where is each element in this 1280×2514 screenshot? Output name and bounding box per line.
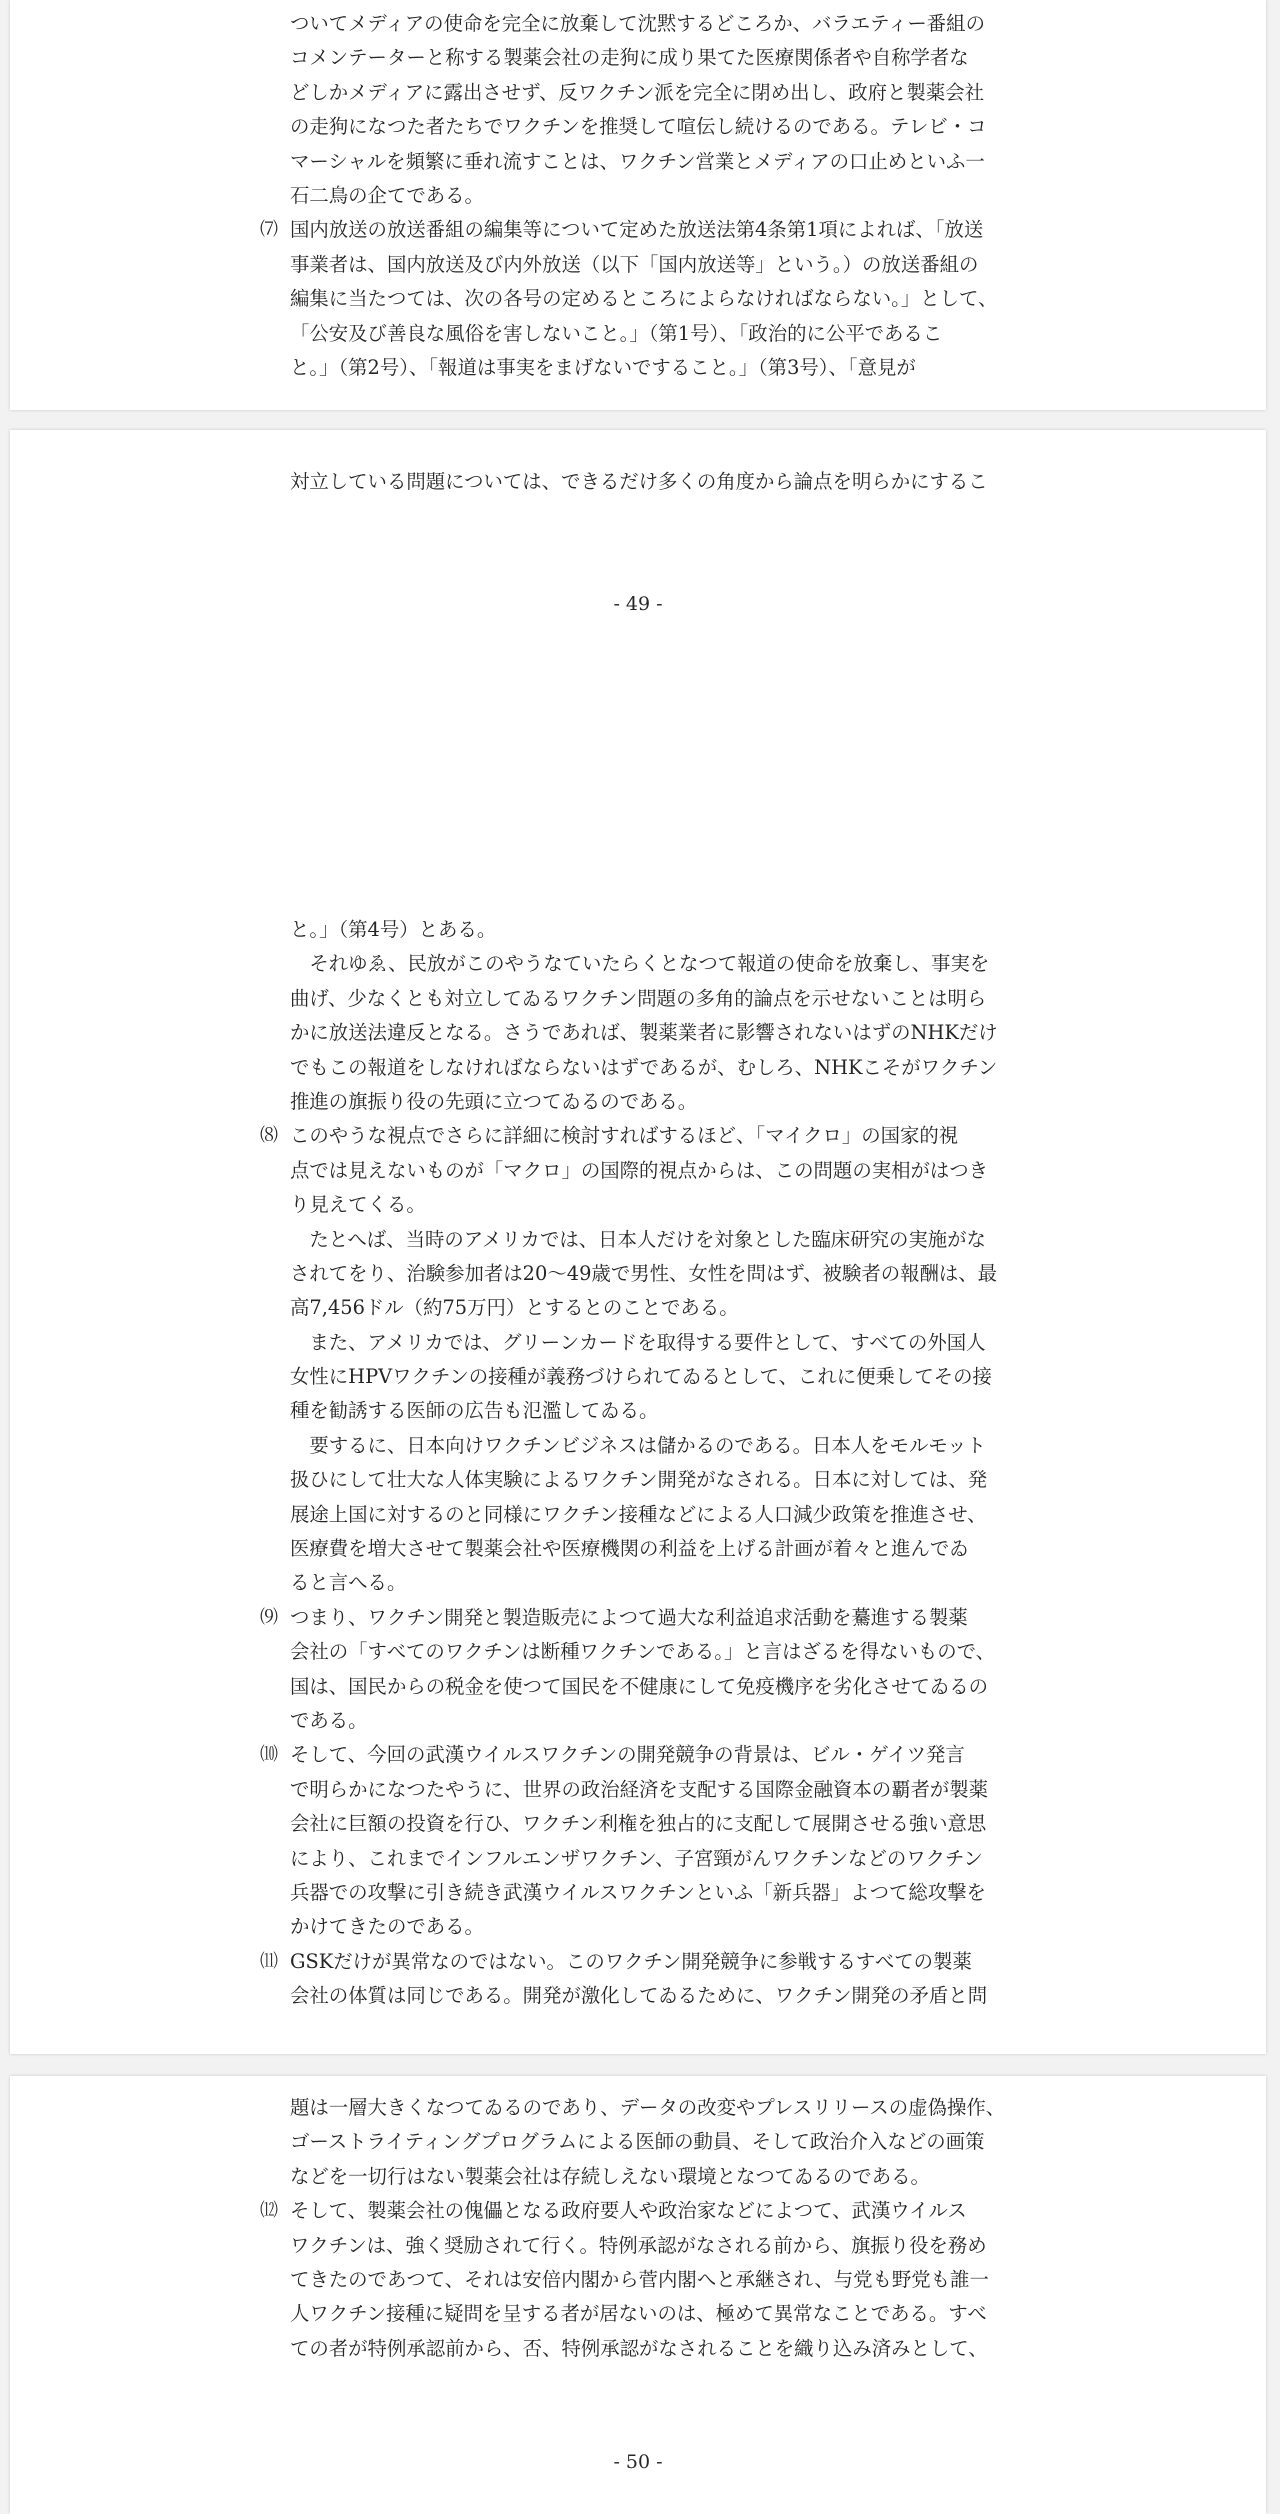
text-line (260, 1601, 1090, 1635)
text-line (260, 1119, 1090, 1153)
text-line (290, 1257, 1090, 1291)
page-number-footer: - 49 - (613, 593, 663, 615)
line-text: で明らかになつたやうに、世界の政治経済を支配する国際金融資本の覇者が製薬 (290, 1777, 989, 1801)
line-text: の走狗になつた者たちでワクチンを推奨して喧伝し続けるのである。テレビ・コ (290, 115, 987, 139)
text-line (290, 2332, 1090, 2366)
text-line (260, 1945, 1090, 1979)
line-text: 会社の体質は同じである。開発が激化してゐるために、ワクチン開発の矛盾と問 (290, 1984, 988, 2008)
text-line (290, 351, 1090, 385)
line-text: ゴーストライティングプログラムによる医師の動員、そして政治介入などの画策 (290, 2130, 985, 2154)
paragraph-number: ⑼ (260, 1606, 278, 1628)
text-line (290, 982, 1090, 1016)
text-line (290, 1188, 1090, 1222)
text-line (290, 1842, 1090, 1876)
line-text: 会社の「すべてのワクチンは断種ワクチンである。」と言はざるを得ないもので、 (290, 1640, 996, 1664)
page-number-footer: - 50 - (613, 2451, 663, 2473)
text-line (260, 2194, 1090, 2228)
page-text-body-top (290, 465, 1090, 499)
text-line (290, 1223, 1090, 1257)
line-text: である。 (290, 1708, 368, 1732)
line-text: コメンテーターと称する製薬会社の走狗に成り果てた医療関係者や自称学者な (290, 46, 969, 70)
line-text: 「公安及び善良な風俗を害しないこと。」（第1号）、「政治的に公平であるこ (290, 321, 943, 345)
line-text: それゆゑ、民放がこのやうなていたらくとなつて報道の使命を放棄し、事実を (290, 952, 990, 976)
text-line (290, 1291, 1090, 1325)
line-text: 対立している問題については、できるだけ多くの角度から論点を明らかにするこ (290, 470, 988, 493)
line-text: と。」（第4号）とある。 (290, 918, 497, 941)
line-text: 医療費を増大させて製薬会社や医療機関の利益を上げる計画が着々と進んでゐ (290, 1537, 969, 1561)
text-line (290, 1326, 1090, 1360)
text-line (290, 1773, 1090, 1807)
line-text: 扱ひにして壮大な人体実験によるワクチン開発がなされる。日本に対しては、発 (290, 1468, 988, 1492)
text-line (290, 1532, 1090, 1566)
line-text: 会社に巨額の投資を行ひ、ワクチン利権を独占的に支配して展開させる強い意思 (290, 1812, 987, 1836)
text-line (290, 465, 1090, 499)
line-text: と。」（第2号）、「報道は事実をまげないですること。」（第3号）、「意見が (290, 355, 916, 379)
text-line (290, 1498, 1090, 1532)
page-text-body (260, 2091, 1090, 2366)
text-line (290, 7, 1090, 41)
text-line (290, 2229, 1090, 2263)
text-line (290, 1704, 1090, 1738)
text-line (290, 1016, 1090, 1050)
line-text: ワクチンは、強く奨励されて行く。特例承認がなされる前から、旗振り役を務め (290, 2233, 987, 2257)
document-page-49 (10, 430, 1266, 2054)
text-line (290, 1051, 1090, 1085)
paragraph-number: ⑻ (260, 1125, 278, 1147)
line-text: 展途上国に対するのと同様にワクチン接種などによる人口減少政策を推進させ、 (290, 1502, 987, 1526)
text-line (290, 2297, 1090, 2331)
line-text: また、アメリカでは、グリーンカードを取得する要件として、すべての外国人 (290, 1330, 986, 1354)
line-text: などを一切行はない製薬会社は存続しえない環境となつてゐるのである。 (290, 2164, 930, 2188)
line-text: どしかメディアに露出させず、反ワクチン派を完全に閉め出し、政府と製薬会社 (290, 80, 984, 104)
paragraph-number: ⑿ (260, 2200, 278, 2222)
page-text-body-main (260, 913, 1090, 2014)
line-text: 人ワクチン接種に疑問を呈する者が居ないのは、極めて異常なことである。すべ (290, 2302, 987, 2326)
text-line (290, 1566, 1090, 1600)
line-text: 推進の旗振り役の先頭に立つてゐるのである。 (290, 1089, 698, 1113)
page-text-body (260, 7, 1090, 385)
text-line (290, 1807, 1090, 1841)
line-text: 要するに、日本向けワクチンビジネスは儲かるのである。日本人をモルモット (290, 1433, 986, 1457)
line-text: 女性にHPVワクチンの接種が義務づけられてゐるとして、これに便乗してその接 (290, 1365, 992, 1389)
line-text: 国は、国民からの税金を使つて国民を不健康にして免疫機序を劣化させてゐるの (290, 1674, 989, 1698)
text-line (290, 2091, 1090, 2125)
paragraph-number: ⑾ (260, 1950, 278, 1972)
text-line (290, 1635, 1090, 1669)
text-line (290, 110, 1090, 144)
line-text: 題は一層大きくなつてゐるのであり、データの改変やプレスリリースの虚偽操作、 (290, 2096, 1006, 2119)
text-line (290, 1360, 1090, 1394)
text-line (290, 1154, 1090, 1188)
text-line (290, 1429, 1090, 1463)
text-line (290, 1876, 1090, 1910)
text-line (290, 2160, 1090, 2194)
line-text: 事業者は、国内放送及び内外放送（以下「国内放送等」という。）の放送番組の (290, 252, 979, 276)
text-line (290, 282, 1090, 316)
text-line (290, 1670, 1090, 1704)
line-text: てきたのであつて、それは安倍内閣から菅内閣へと承継され、与党も野党も誰一 (290, 2267, 989, 2291)
line-text: 点では見えないものが「マクロ」の国際的視点からは、この問題の実相がはつき (290, 1158, 989, 1182)
text-line (290, 179, 1090, 213)
line-text: 兵器での攻撃に引き続き武漢ウイルスワクチンといふ「新兵器」よつて総攻撃を (290, 1880, 986, 1904)
line-text: 石二鳥の企てである。 (290, 183, 484, 207)
text-line (260, 1738, 1090, 1772)
line-text: かに放送法違反となる。さうであれば、製薬業者に影響されないはずのNHKだけ (290, 1021, 998, 1045)
line-text: されてをり、治験参加者は20〜49歳で男性、女性を問はず、被験者の報酬は、最 (290, 1261, 998, 1285)
document-page-50 (10, 2076, 1266, 2514)
line-text: そして、今回の武漢ウイルスワクチンの開発競争の背景は、ビル・ゲイツ発言 (290, 1743, 965, 1767)
line-text: たとへば、当時のアメリカでは、日本人だけを対象とした臨床研究の実施がな (290, 1227, 986, 1251)
line-text: 曲げ、少なくとも対立してゐるワクチン問題の多角的論点を示せないことは明ら (290, 986, 987, 1010)
text-line (290, 947, 1090, 981)
text-line (290, 317, 1090, 351)
line-text: 高7,456ドル（約75万円）とするとのことである。 (290, 1296, 739, 1320)
text-line (290, 913, 1090, 947)
text-line (290, 1979, 1090, 2013)
line-text: マーシャルを頻繁に垂れ流すことは、ワクチン営業とメディアの口止めといふ一 (290, 149, 985, 173)
line-text: かけてきたのである。 (290, 1915, 484, 1939)
document-page-48 (10, 0, 1266, 410)
line-text: り見えてくる。 (290, 1193, 426, 1217)
line-text: そして、製薬会社の傀儡となる政府要人や政治家などによつて、武漢ウイルス (290, 2199, 967, 2223)
text-line (290, 2125, 1090, 2159)
paragraph-number: ⑽ (260, 1744, 278, 1766)
line-text: ると言へる。 (290, 1571, 407, 1595)
line-text: により、これまでインフルエンザワクチン、子宮頸がんワクチンなどのワクチン (290, 1846, 983, 1870)
text-line (290, 41, 1090, 75)
line-text: ついてメディアの使命を完全に放棄して沈黙するどころか、バラエティー番組の (290, 12, 985, 35)
text-line (290, 2263, 1090, 2297)
line-text: 種を勧誘する医師の広告も氾濫してゐる。 (290, 1399, 659, 1423)
text-line (290, 1394, 1090, 1428)
line-text: つまり、ワクチン開発と製造販売によつて過大な利益追求活動を驀進する製薬 (290, 1605, 968, 1629)
text-line (290, 1463, 1090, 1497)
line-text: ての者が特例承認前から、否、特例承認がなされることを織り込み済みとして、 (290, 2336, 988, 2360)
text-line (290, 248, 1090, 282)
text-line (290, 145, 1090, 179)
text-line (290, 76, 1090, 110)
line-text: 国内放送の放送番組の編集等について定めた放送法第4条第1項によれば、「放送 (290, 218, 984, 242)
line-text: GSKだけが異常なのではない。このワクチン開発競争に参戦するすべての製薬 (290, 1949, 972, 1973)
line-text: このやうな視点でさらに詳細に検討すればするほど、「マイクロ」の国家的視 (290, 1124, 959, 1148)
line-text: でもこの報道をしなければならないはずであるが、むしろ、NHKこそがワクチン (290, 1055, 998, 1079)
line-text: 編集に当たつては、次の各号の定めるところによらなければならない。」として、 (290, 287, 998, 311)
text-line (290, 1910, 1090, 1944)
text-line (260, 213, 1090, 247)
paragraph-number: ⑺ (260, 219, 278, 241)
text-line (290, 1085, 1090, 1119)
